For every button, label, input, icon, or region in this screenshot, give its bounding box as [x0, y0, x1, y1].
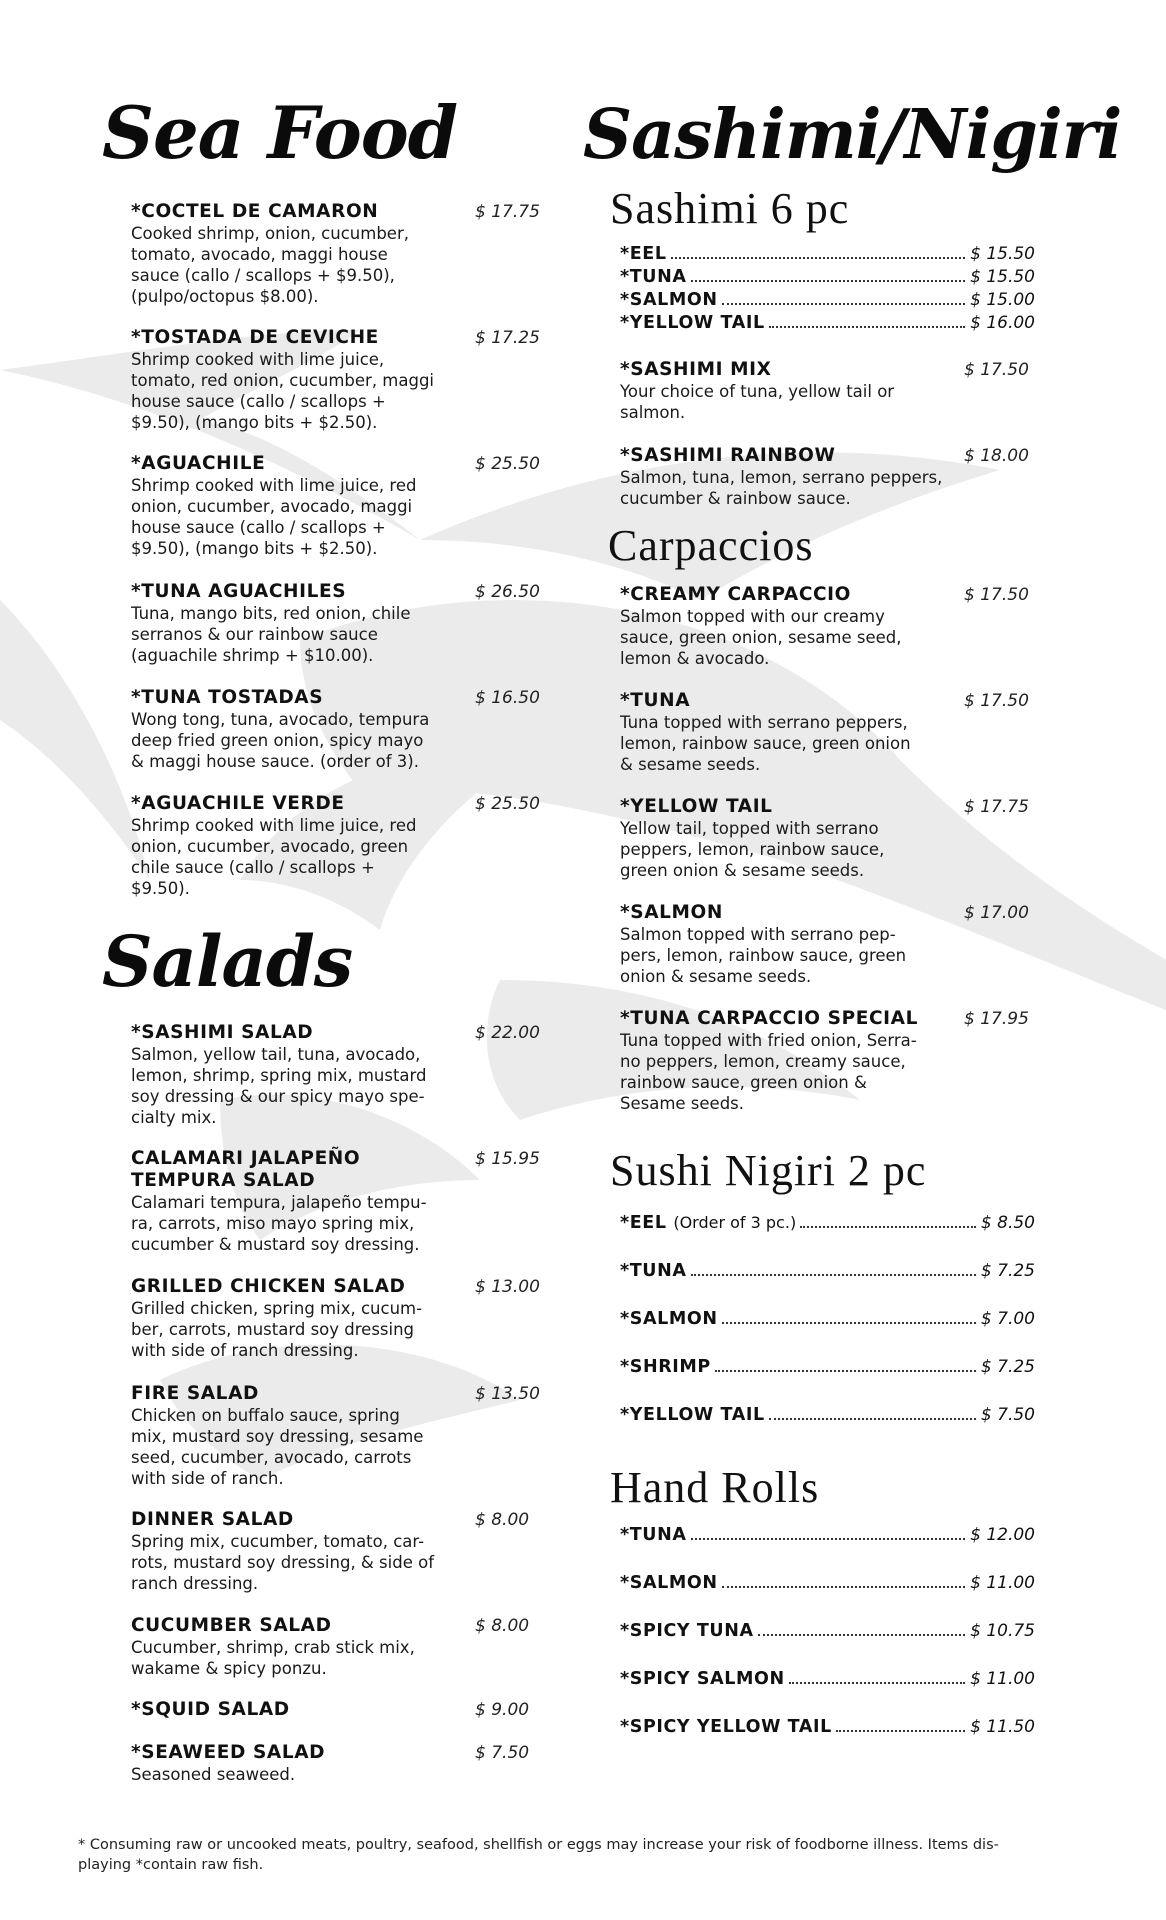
- menu-item-price: $ 8.00: [475, 1616, 530, 1636]
- menu-item: [620, 1357, 1035, 1377]
- menu-item-name-text: *YELLOW TAIL: [620, 313, 765, 333]
- menu-item-description: Spring mix, cucumber, tomato, car- rots, mustard soy dressing, & side of ranch dressing.: [131, 1532, 435, 1593]
- menu-item: [620, 313, 1035, 333]
- menu-item-description: Your choice of tuna, yellow tail or salmon.: [620, 382, 895, 422]
- menu-item-price: $ 17.25: [475, 328, 540, 348]
- hand-rolls-heading: Hand Rolls: [610, 1463, 820, 1512]
- menu-item-name: *TUNA AGUACHILES: [131, 581, 347, 602]
- menu-item-price: $ 11.00: [970, 1669, 1035, 1689]
- menu-item: [620, 796, 950, 881]
- menu-item-price: $ 17.75: [475, 202, 540, 222]
- menu-item-name-text: *TUNA: [620, 267, 687, 287]
- menu-item-name: [620, 290, 718, 310]
- menu-item-name: *TUNA CARPACCIO SPECIAL: [620, 1008, 918, 1029]
- dot-leader: [769, 326, 965, 328]
- dot-leader: [722, 303, 966, 305]
- menu-item-price: $ 11.50: [970, 1717, 1035, 1737]
- menu-item-name: [620, 1717, 832, 1737]
- menu-item-name: *SASHIMI RAINBOW: [620, 445, 836, 466]
- dot-leader: [769, 1418, 976, 1420]
- menu-item-name: [620, 1621, 754, 1641]
- menu-item-name: *SEAWEED SALAD: [131, 1742, 326, 1763]
- menu-item-name: CALAMARI JALAPEÑO TEMPURA SALAD: [131, 1148, 361, 1191]
- menu-item-name: DINNER SALAD: [131, 1509, 294, 1530]
- menu-item-price: $ 15.50: [970, 267, 1035, 287]
- menu-item-description: Shrimp cooked with lime juice, tomato, red onion, cucumber, maggi house sauce (callo / scallops + $9.50), (mango bits + $2.50).: [131, 350, 435, 432]
- menu-item: [620, 1525, 1035, 1545]
- menu-item-name: *SALMON: [620, 902, 723, 923]
- menu-item-name: [620, 1573, 718, 1593]
- sushi-nigiri-heading: Sushi Nigiri 2 pc: [610, 1146, 927, 1195]
- menu-item: [620, 902, 950, 987]
- menu-item-name-text: *TUNA: [620, 1261, 687, 1281]
- menu-item-name-text: *SHRIMP: [620, 1357, 711, 1377]
- menu-item: [620, 290, 1035, 310]
- menu-item-description: Cucumber, shrimp, crab stick mix, wakame & spicy ponzu.: [131, 1638, 415, 1678]
- menu-item: [131, 1742, 451, 1785]
- menu-item-description: Shrimp cooked with lime juice, red onion, cucumber, avocado, green chile sauce (callo / scallops + $9.50).: [131, 816, 417, 898]
- menu-item: [131, 327, 451, 433]
- menu-item-name-text: *EEL: [620, 1213, 667, 1233]
- menu-item: [620, 1621, 1035, 1641]
- menu-item-name: *SASHIMI MIX: [620, 359, 772, 380]
- menu-item-price: $ 15.00: [970, 290, 1035, 310]
- menu-item-price: $ 17.50: [964, 585, 1029, 605]
- dot-leader: [715, 1370, 976, 1372]
- menu-item-name: *TUNA: [620, 690, 691, 711]
- menu-item-name: *CREAMY CARPACCIO: [620, 584, 851, 605]
- menu-item-description: Chicken on buffalo sauce, spring mix, mustard soy dressing, sesame seed, cucumber, avocado, carrots with side of ranch.: [131, 1406, 424, 1488]
- menu-item-name-text: *EEL: [620, 244, 667, 264]
- menu-item-price: $ 17.50: [964, 360, 1029, 380]
- menu-item-name: CUCUMBER SALAD: [131, 1615, 332, 1636]
- menu-item-name: [620, 1525, 687, 1545]
- menu-item-description: Salmon topped with serrano pep- pers, lemon, rainbow sauce, green onion & sesame seeds.: [620, 925, 907, 986]
- menu-item-name-text: *SPICY SALMON: [620, 1669, 785, 1689]
- menu-item: [131, 1615, 451, 1679]
- menu-item-price: $ 16.00: [970, 313, 1035, 333]
- menu-item-name: *AGUACHILE VERDE: [131, 793, 345, 814]
- menu-item-price: $ 11.00: [970, 1573, 1035, 1593]
- menu-item-note: (Order of 3 pc.): [673, 1213, 797, 1232]
- menu-item-name: [620, 1405, 765, 1425]
- menu-item-price: $ 7.50: [980, 1405, 1035, 1425]
- menu-item-name: *TOSTADA DE CEVICHE: [131, 327, 379, 348]
- menu-item: [131, 453, 451, 559]
- menu-item: [620, 1717, 1035, 1737]
- menu-item-name-text: *SPICY TUNA: [620, 1621, 754, 1641]
- menu-item-price: $ 7.50: [475, 1743, 530, 1763]
- menu-item-price: $ 17.00: [964, 903, 1029, 923]
- menu-item-name: [620, 313, 765, 333]
- menu-item: [620, 267, 1035, 287]
- menu-item-name: [620, 1309, 718, 1329]
- menu-item: [620, 1309, 1035, 1329]
- menu-item-name: [620, 267, 687, 287]
- menu-item: [620, 1405, 1035, 1425]
- menu-item-name: *AGUACHILE: [131, 453, 266, 474]
- dot-leader: [691, 280, 966, 282]
- menu-item: [620, 359, 950, 423]
- dot-leader: [836, 1730, 965, 1732]
- dot-leader: [691, 1538, 966, 1540]
- menu-item-name: [620, 1213, 796, 1233]
- menu-item-description: Salmon, tuna, lemon, serrano peppers, cucumber & rainbow sauce.: [620, 468, 943, 508]
- menu-item-name: [620, 1669, 785, 1689]
- menu-item-description: Salmon topped with our creamy sauce, green onion, sesame seed, lemon & avocado.: [620, 607, 902, 668]
- menu-item-description: Seasoned seaweed.: [131, 1765, 296, 1784]
- menu-item-price: $ 15.95: [475, 1149, 540, 1169]
- menu-item-description: Cooked shrimp, onion, cucumber, tomato, avocado, maggi house sauce (callo / scallops + $9.50), (pulpo/octopus $8.00).: [131, 224, 409, 306]
- menu-item-price: $ 9.00: [475, 1700, 530, 1720]
- menu-item: [131, 1383, 451, 1489]
- menu-item: [131, 201, 451, 307]
- carpaccios-heading: Carpaccios: [608, 521, 814, 570]
- menu-item: [620, 244, 1035, 264]
- menu-item-price: $ 12.00: [970, 1525, 1035, 1545]
- sashimi-nigiri-heading: Sashimi/Nigiri: [583, 95, 1122, 175]
- menu-item: [131, 793, 451, 899]
- menu-item-price: $ 25.50: [475, 794, 540, 814]
- dot-leader: [789, 1682, 965, 1684]
- menu-item-name: [620, 1261, 687, 1281]
- menu-item-name: *SQUID SALAD: [131, 1699, 290, 1720]
- menu-item-description: Wong tong, tuna, avocado, tempura deep fried green onion, spicy mayo & maggi house sauce. (order of 3).: [131, 710, 430, 771]
- menu-item-name-text: *SALMON: [620, 1573, 718, 1593]
- menu-item: [620, 1008, 950, 1114]
- menu-item-name-text: *YELLOW TAIL: [620, 1405, 765, 1425]
- menu-item-price: $ 8.00: [475, 1510, 530, 1530]
- menu-item-price: $ 26.50: [475, 582, 540, 602]
- menu-item-price: $ 7.00: [980, 1309, 1035, 1329]
- menu-item-name: [620, 1357, 711, 1377]
- menu-item-price: $ 10.75: [970, 1621, 1035, 1641]
- menu-item-name-text: *TUNA: [620, 1525, 687, 1545]
- sashimi-6pc-heading: Sashimi 6 pc: [610, 184, 850, 233]
- menu-item-name: *COCTEL DE CAMARON: [131, 201, 379, 222]
- right-column: [583, 0, 1166, 1920]
- menu-item-price: $ 17.75: [964, 797, 1029, 817]
- menu-item-name: *TUNA TOSTADAS: [131, 687, 324, 708]
- menu-item-name: *YELLOW TAIL: [620, 796, 773, 817]
- dot-leader: [758, 1634, 965, 1636]
- menu-item-description: Tuna, mango bits, red onion, chile serranos & our rainbow sauce (aguachile shrimp + $10.00).: [131, 604, 411, 665]
- dot-leader: [691, 1274, 976, 1276]
- menu-item-price: $ 8.50: [980, 1213, 1035, 1233]
- menu-item: [620, 1669, 1035, 1689]
- menu-item: [131, 1148, 451, 1255]
- menu-item-name: [620, 244, 667, 264]
- menu-item-description: Grilled chicken, spring mix, cucum- ber, carrots, mustard soy dressing with side of ranch dressing.: [131, 1299, 423, 1360]
- dot-leader: [800, 1226, 976, 1228]
- menu-item-name-text: *SALMON: [620, 1309, 718, 1329]
- menu-item-price: $ 13.50: [475, 1384, 540, 1404]
- salads-heading: Salads: [102, 920, 353, 1003]
- menu-item-name: GRILLED CHICKEN SALAD: [131, 1276, 406, 1297]
- menu-item-name-text: *SPICY YELLOW TAIL: [620, 1717, 832, 1737]
- dot-leader: [722, 1322, 976, 1324]
- menu-item: [131, 1699, 451, 1721]
- menu-item-name: *SASHIMI SALAD: [131, 1022, 314, 1043]
- menu-item-description: Yellow tail, topped with serrano peppers, lemon, rainbow sauce, green onion & sesame seeds.: [620, 819, 885, 880]
- menu-item: [620, 445, 950, 509]
- menu-item-price: $ 17.95: [964, 1009, 1029, 1029]
- menu-item-description: Shrimp cooked with lime juice, red onion, cucumber, avocado, maggi house sauce (callo / scallops + $9.50), (mango bits + $2.50).: [131, 476, 417, 558]
- dot-leader: [722, 1586, 966, 1588]
- menu-item-description: Tuna topped with serrano peppers, lemon, rainbow sauce, green onion & sesame seeds.: [620, 713, 911, 774]
- raw-food-disclaimer: * Consuming raw or uncooked meats, poultry, seafood, shellfish or eggs may increase your risk of foodborne illness. Items dis- playing *contain raw fish.: [78, 1837, 999, 1873]
- menu-item: [131, 1509, 451, 1594]
- menu-item-name-text: *SALMON: [620, 290, 718, 310]
- menu-item-price: $ 25.50: [475, 454, 540, 474]
- dot-leader: [671, 257, 965, 259]
- menu-item: [131, 1022, 451, 1128]
- menu-item-description: Calamari tempura, jalapeño tempu- ra, carrots, miso mayo spring mix, cucumber & mustard soy dressing.: [131, 1193, 427, 1254]
- menu-item-price: $ 16.50: [475, 688, 540, 708]
- menu-item: [620, 1213, 1035, 1233]
- menu-item: [620, 1573, 1035, 1593]
- menu-item-price: $ 17.50: [964, 691, 1029, 711]
- menu-item-price: $ 22.00: [475, 1023, 540, 1043]
- menu-item-price: $ 15.50: [970, 244, 1035, 264]
- menu-item-description: Salmon, yellow tail, tuna, avocado, lemon, shrimp, spring mix, mustard soy dressing & our spicy mayo spe- cialty mix.: [131, 1045, 427, 1127]
- menu-item: [620, 690, 950, 775]
- menu-item-price: $ 7.25: [980, 1261, 1035, 1281]
- menu-item-price: $ 13.00: [475, 1277, 540, 1297]
- menu-item: [620, 1261, 1035, 1281]
- menu-item: [620, 584, 950, 669]
- menu-item: [131, 581, 451, 666]
- menu-item-description: Tuna topped with fried onion, Serra- no peppers, lemon, creamy sauce, rainbow sauce, green onion & Sesame seeds.: [620, 1031, 917, 1113]
- seafood-heading: Sea Food: [102, 90, 458, 175]
- menu-item: [131, 687, 451, 772]
- menu-item-name: FIRE SALAD: [131, 1383, 259, 1404]
- menu-item-price: $ 7.25: [980, 1357, 1035, 1377]
- menu-item: [131, 1276, 451, 1361]
- menu-item-price: $ 18.00: [964, 446, 1029, 466]
